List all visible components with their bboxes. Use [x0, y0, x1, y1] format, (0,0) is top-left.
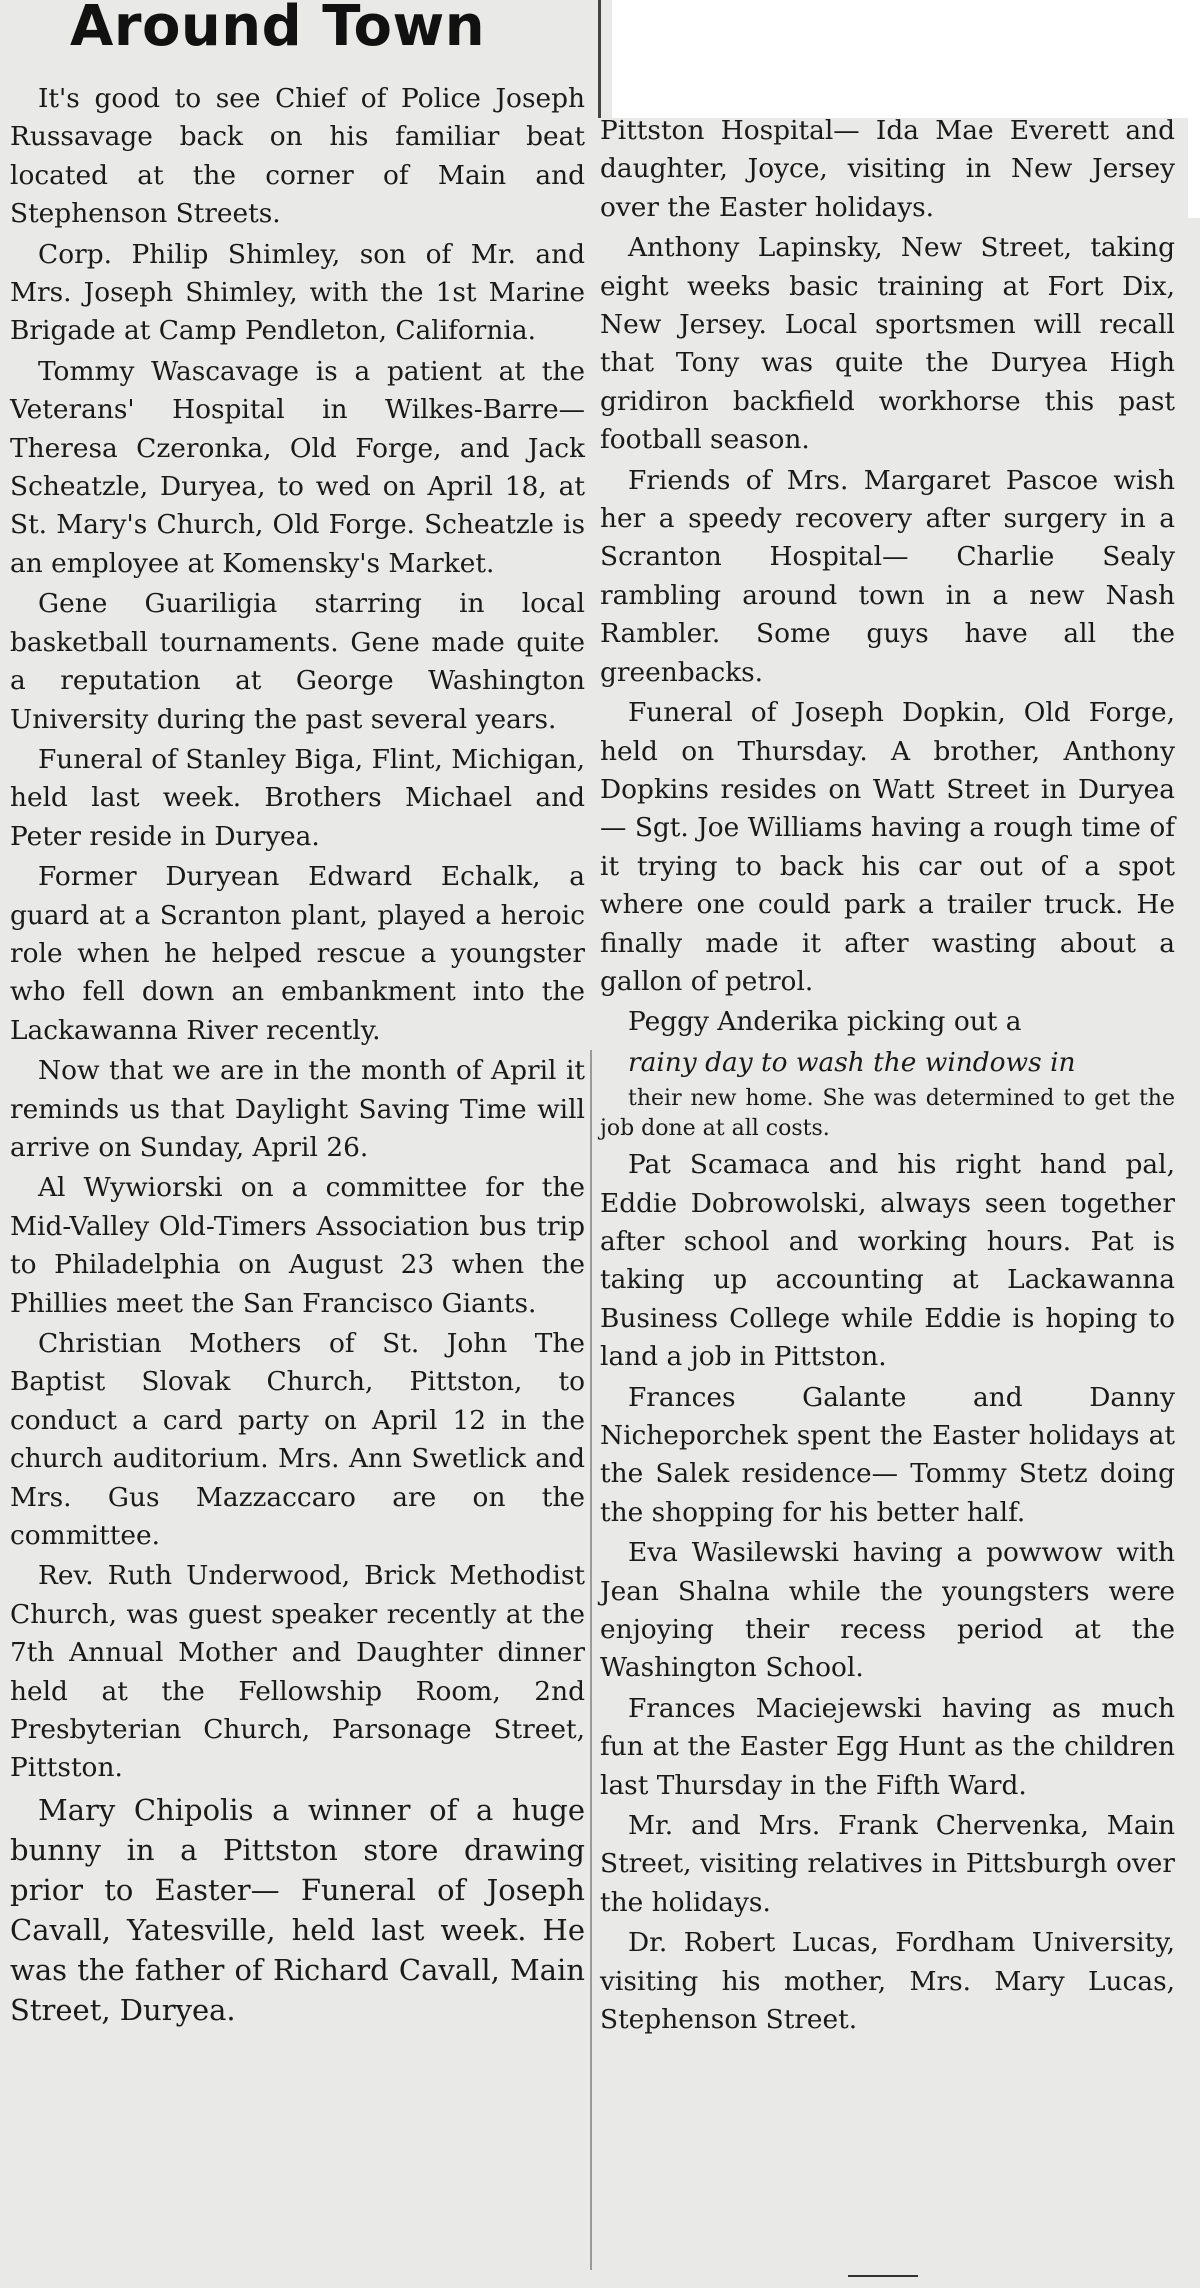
news-item: Rev. Ruth Underwood, Brick Methodist Church, was guest speaker recently at the 7th Annual Mother and Daughter dinner held at the Fellowship Room, 2nd Presbyterian Church, Parsonage Street, Pittston.: [10, 1560, 585, 1784]
news-item: Mary Chipolis a winner of a huge bunny in a Pittston store drawing prior to Easter— Funeral of Joseph Cavall, Yatesville, held last week. He was the father of Richard Cavall, Main Street, Duryea.: [10, 1792, 585, 2027]
blank-margin: [612, 0, 1200, 118]
news-item: Pat Scamaca and his right hand pal, Eddie Dobrowolski, always seen together after school and working hours. Pat is taking up accounting at Lackawanna Business College while Eddie is hoping to land a job in Pittston.: [600, 1149, 1175, 1373]
right-text-column: [600, 112, 1175, 2042]
news-item: It's good to see Chief of Police Joseph Russavage back on his familiar beat located at the corner of Main and Stephenson Streets.: [10, 83, 585, 230]
news-item: Al Wywiorski on a committee for the Mid-Valley Old-Timers Association bus trip to Philadelphia on August 23 when the Phillies meet the San Francisco Giants.: [10, 1172, 585, 1319]
news-item: Funeral of Stanley Biga, Flint, Michigan, held last week. Brothers Michael and Peter reside in Duryea.: [10, 743, 585, 852]
column-divider: [590, 1050, 592, 2270]
header-column-rule: [598, 0, 601, 118]
news-item: Funeral of Joseph Dopkin, Old Forge, held on Thursday. A brother, Anthony Dopkins resides on Watt Street in Duryea— Sgt. Joe Williams having a rough time of it trying to back his car out of a spot where one could park a trailer truck. He finally made it after wasting about a gallon of petrol.: [600, 697, 1175, 997]
news-item: Now that we are in the month of April it reminds us that Daylight Saving Time will arrive on Sunday, April 26.: [10, 1055, 585, 1163]
news-item: Eva Wasilewski having a powwow with Jean Shalna while the youngsters were enjoying their recess period at the Washington School.: [600, 1537, 1175, 1684]
news-item: Frances Galante and Danny Nicheporchek spent the Easter holidays at the Salek residence— Tommy Stetz doing the shopping for his better half.: [600, 1381, 1175, 1528]
news-item: Corp. Philip Shimley, son of Mr. and Mrs. Joseph Shimley, with the 1st Marine Brigade at Camp Pendleton, California.: [10, 238, 585, 347]
news-item: Former Duryean Edward Echalk, a guard at a Scranton plant, played a heroic role when he helped rescue a youngster who fell down an embankment into the Lackawanna River recently.: [10, 861, 585, 1046]
left-text-column: [10, 80, 585, 2032]
news-item: Christian Mothers of St. John The Baptist Slovak Church, Pittston, to conduct a card party on April 12 in the church auditorium. Mrs. Ann Swetlick and Mrs. Gus Mazzaccaro are on the committee.: [10, 1328, 585, 1552]
news-item: Pittston Hospital— Ida Mae Everett and daughter, Joyce, visiting in New Jersey over the Easter holidays.: [600, 115, 1175, 223]
end-of-article-rule: [848, 2275, 918, 2277]
news-item: Dr. Robert Lucas, Fordham University, visiting his mother, Mrs. Mary Lucas, Stephenson Street.: [600, 1927, 1175, 2036]
news-item: Friends of Mrs. Margaret Pascoe wish her a speedy recovery after surgery in a Scranton Hospital— Charlie Sealy rambling around town in a new Nash Rambler. Some guys have all the greenbacks.: [600, 464, 1175, 688]
blank-margin-notch: [1188, 118, 1200, 218]
column-headline: Around Town: [70, 0, 486, 59]
news-item: Mr. and Mrs. Frank Chervenka, Main Street, visiting relatives in Pittsburgh over the holidays.: [600, 1810, 1175, 1918]
news-item: Anthony Lapinsky, New Street, taking eight weeks basic training at Fort Dix, New Jersey. Local sportsmen will recall that Tony was quite the Duryea High gridiron backfield workhorse this past football season.: [600, 232, 1175, 456]
news-item: Gene Guariligia starring in local basketball tournaments. Gene made quite a reputation at George Washington University during the past several years.: [10, 588, 585, 735]
news-item: Peggy Anderika picking out a: [628, 1006, 1022, 1038]
news-item: rainy day to wash the windows in: [628, 1046, 1076, 1078]
news-item: their new home. She was determined to get the job done at all costs.: [600, 1086, 1175, 1142]
news-item: Frances Maciejewski having as much fun at the Easter Egg Hunt as the children last Thursday in the Fifth Ward.: [600, 1692, 1175, 1801]
news-item: Tommy Wascavage is a patient at the Veterans' Hospital in Wilkes-Barre— Theresa Czeronka, Old Forge, and Jack Scheatzle, Duryea, to wed on April 18, at St. Mary's Church, Old Forge. Scheatzle is an employee at Komensky's Market.: [10, 355, 585, 579]
